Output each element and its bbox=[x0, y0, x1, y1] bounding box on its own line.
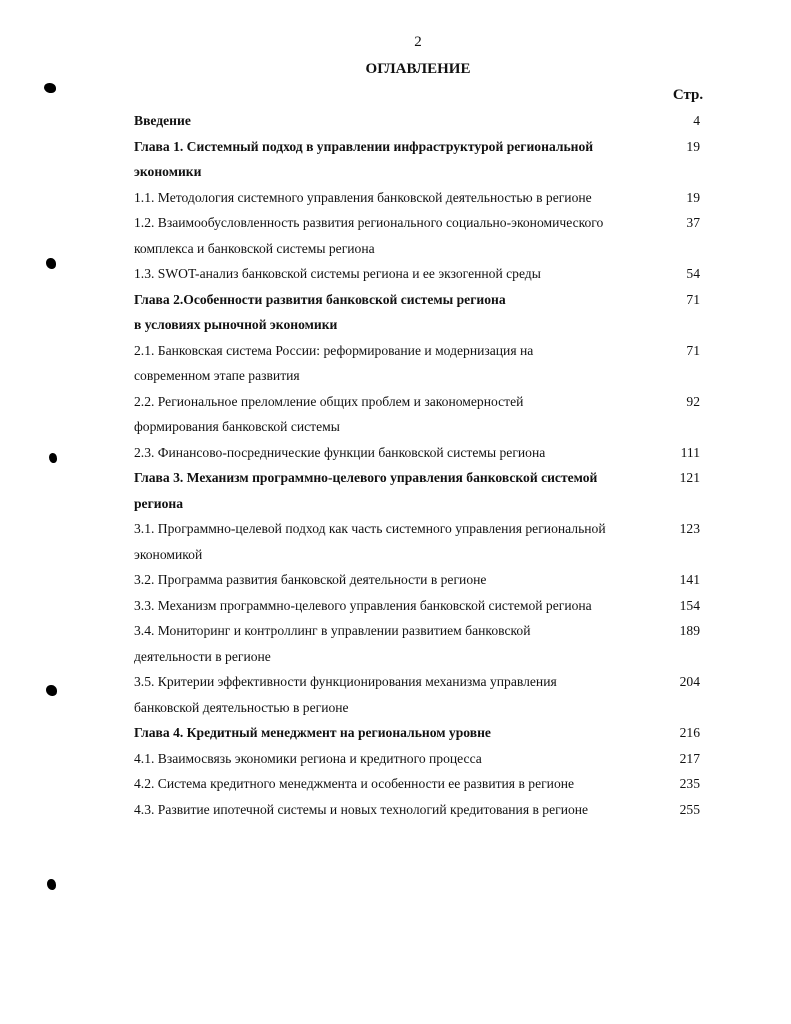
toc-entry-page: 19 bbox=[686, 138, 700, 154]
toc-entry-text: 2.1. Банковская система России: реформирование и модернизация на bbox=[134, 342, 534, 358]
toc-entry-line bbox=[134, 108, 714, 134]
scan-mark bbox=[47, 879, 56, 890]
toc-entry-text: 3.5. Критерии эффективности функционирования механизма управления bbox=[134, 674, 557, 689]
toc-entry bbox=[134, 567, 714, 593]
toc-entry-text: 3.2. Программа развития банковской деятельности в регионе bbox=[134, 572, 487, 587]
toc-entry bbox=[134, 338, 714, 389]
toc-entry-line bbox=[134, 236, 714, 262]
toc-entry-page: 217 bbox=[679, 750, 700, 766]
scan-mark bbox=[46, 685, 57, 696]
toc-entry bbox=[134, 516, 714, 567]
toc-entry-page: 19 bbox=[686, 189, 700, 205]
toc-entry-text: деятельности в регионе bbox=[134, 648, 271, 664]
toc-entry-text: 2.3. Финансово-посреднические функции банковской системы региона bbox=[134, 444, 546, 460]
toc-entry-text: региона bbox=[134, 495, 184, 511]
toc-entry-line bbox=[134, 363, 714, 389]
scan-mark bbox=[49, 453, 57, 463]
toc-entry-text: 3.4. Мониторинг и контроллинг в управлении развитием банковской bbox=[134, 623, 531, 638]
toc-entry-line bbox=[134, 465, 714, 491]
scan-mark bbox=[44, 83, 56, 93]
toc-entry-line bbox=[134, 516, 714, 542]
toc-entry bbox=[134, 746, 714, 772]
toc-entry-line bbox=[134, 312, 714, 338]
toc-entry-page: 92 bbox=[686, 393, 700, 409]
scan-mark bbox=[46, 258, 56, 269]
toc-entry-line bbox=[134, 159, 714, 185]
toc-entry-line bbox=[134, 185, 714, 211]
toc-entry bbox=[134, 669, 714, 720]
toc-entry-text: 1.2. Взаимообусловленность развития регионального социально-экономического bbox=[134, 215, 604, 230]
toc-entry bbox=[134, 440, 714, 466]
toc-entry-page: 216 bbox=[679, 725, 700, 740]
toc-entry-line bbox=[134, 644, 714, 670]
toc-entry-line bbox=[134, 695, 714, 721]
toc-entry-line bbox=[134, 797, 714, 823]
toc-entry-line bbox=[134, 440, 714, 466]
toc-entry-text: Введение bbox=[134, 113, 191, 128]
toc-entry bbox=[134, 134, 714, 185]
toc-entry-text: 2.2. Региональное преломление общих проблем и закономерностей bbox=[134, 393, 524, 409]
toc-entry bbox=[134, 389, 714, 440]
toc-entry-text: 1.1. Методология системного управления банковской деятельностью в регионе bbox=[134, 189, 592, 205]
toc-entry-line bbox=[134, 134, 714, 160]
toc-entry-page: 111 bbox=[680, 444, 700, 460]
toc-entry-text: Глава 2.Особенности развития банковской системы региона bbox=[134, 291, 506, 307]
toc-entry-page: 121 bbox=[679, 470, 700, 485]
toc-entry bbox=[134, 593, 714, 619]
toc-entry bbox=[134, 261, 714, 287]
toc-entry-text: 1.3. SWOT-анализ банковской системы региона и ее экзогенной среды bbox=[134, 266, 541, 281]
toc-entry-line bbox=[134, 491, 714, 517]
page-title: ОГЛАВЛЕНИЕ bbox=[365, 61, 471, 77]
toc-entry-line bbox=[134, 669, 714, 695]
toc-entry-text: 3.1. Программно-целевой подход как часть системного управления региональной bbox=[134, 521, 606, 536]
toc-entry-text: формирования банковской системы bbox=[134, 419, 340, 434]
toc-entry bbox=[134, 618, 714, 669]
toc-entry-line bbox=[134, 618, 714, 644]
toc-entry bbox=[134, 771, 714, 797]
table-of-contents bbox=[134, 108, 714, 822]
toc-entry-page: 71 bbox=[686, 342, 700, 358]
toc-entry-text: Глава 1. Системный подход в управлении инфраструктурой региональной bbox=[134, 138, 594, 154]
toc-entry-line bbox=[134, 338, 714, 364]
toc-entry-text: 4.3. Развитие ипотечной системы и новых технологий кредитования в регионе bbox=[134, 801, 589, 817]
toc-entry-page: 235 bbox=[679, 776, 700, 791]
toc-entry-page: 71 bbox=[686, 291, 700, 307]
toc-entry bbox=[134, 287, 714, 338]
toc-entry-text: 3.3. Механизм программно-целевого управления банковской системой региона bbox=[134, 597, 592, 613]
toc-entry-text: современном этапе развития bbox=[134, 368, 300, 383]
toc-entry-page: 189 bbox=[679, 623, 700, 638]
toc-entry-text: 4.1. Взаимосвязь экономики региона и кредитного процесса bbox=[134, 750, 482, 766]
page-number: 2 bbox=[414, 34, 422, 50]
toc-entry-line bbox=[134, 210, 714, 236]
toc-entry bbox=[134, 108, 714, 134]
toc-entry-line bbox=[134, 746, 714, 772]
toc-entry-text: в условиях рыночной экономики bbox=[134, 317, 338, 332]
toc-entry-page: 141 bbox=[679, 572, 700, 587]
toc-entry-text: экономикой bbox=[134, 546, 203, 562]
toc-entry bbox=[134, 465, 714, 516]
toc-entry-page: 37 bbox=[686, 215, 700, 230]
toc-entry-line bbox=[134, 287, 714, 313]
toc-entry-page: 123 bbox=[679, 521, 700, 536]
toc-entry-line bbox=[134, 414, 714, 440]
toc-entry-line bbox=[134, 567, 714, 593]
toc-entry bbox=[134, 720, 714, 746]
toc-entry-line bbox=[134, 771, 714, 797]
toc-entry-page: 54 bbox=[686, 266, 700, 281]
toc-entry-page: 204 bbox=[679, 674, 700, 689]
toc-entry-line bbox=[134, 720, 714, 746]
toc-entry bbox=[134, 210, 714, 261]
toc-entry-line bbox=[134, 593, 714, 619]
toc-entry-line bbox=[134, 542, 714, 568]
toc-entry-page: 4 bbox=[693, 113, 700, 128]
toc-entry-text: экономики bbox=[134, 164, 202, 179]
toc-entry-text: Глава 4. Кредитный менеджмент на региональном уровне bbox=[134, 725, 491, 740]
toc-entry-text: 4.2. Система кредитного менеджмента и особенности ее развития в регионе bbox=[134, 776, 575, 791]
toc-entry-line bbox=[134, 389, 714, 415]
toc-entry-text: комплекса и банковской системы региона bbox=[134, 240, 375, 256]
page-column-header: Стр. bbox=[672, 87, 704, 103]
toc-entry bbox=[134, 797, 714, 823]
toc-entry-page: 255 bbox=[679, 801, 700, 817]
toc-entry bbox=[134, 185, 714, 211]
toc-entry-text: Глава 3. Механизм программно-целевого управления банковской системой bbox=[134, 470, 598, 485]
toc-entry-line bbox=[134, 261, 714, 287]
toc-entry-text: банковской деятельностью в регионе bbox=[134, 699, 349, 715]
toc-entry-page: 154 bbox=[679, 597, 700, 613]
